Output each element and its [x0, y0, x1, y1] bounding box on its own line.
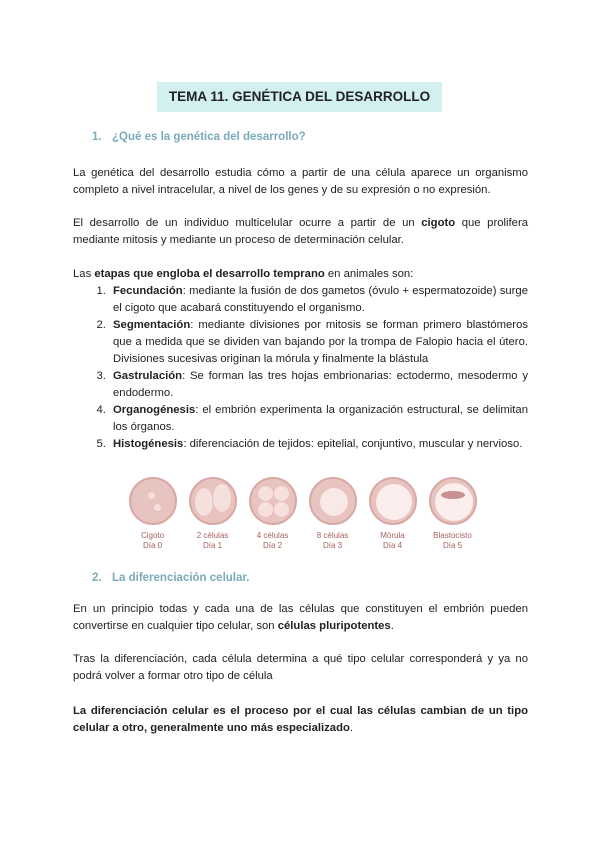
stages-list	[73, 283, 528, 453]
paragraph-differentiation: Tras la diferenciación, cada célula determina a qué tipo celular corresponderá y ya no podrá volver a formar otro tipo de célula	[73, 653, 528, 682]
bold-text: cigoto	[421, 217, 456, 229]
figure-day: Día 1	[202, 541, 223, 550]
figure-item	[305, 477, 360, 551]
text: En un principio todas y cada una de las células que constituyen el embrión pueden convertirse en cualquier tipo celular, son	[73, 603, 528, 632]
text: Las	[73, 268, 95, 280]
figure-day: Día 5	[442, 541, 463, 550]
blastocisto-image	[429, 477, 477, 525]
bold-text: etapas que engloba el desarrollo temprano	[94, 268, 325, 280]
figure-label: Mórula	[380, 531, 405, 540]
figure-label: Blastocisto	[433, 531, 472, 540]
section-number: 2.	[92, 572, 102, 584]
term: Organogénesis	[113, 404, 196, 416]
text: : mediante la fusión de dos gametos (óvulo + espermatozoide) surge el cigoto que acabará constituyendo el organismo.	[113, 285, 528, 314]
text: : el embrión experimenta la organización estructural, se delimitan los órganos.	[113, 404, 528, 433]
section-title: La diferenciación celular.	[112, 572, 250, 584]
text: El desarrollo de un individuo multicelular ocurre a partir de un	[73, 217, 422, 229]
term: Fecundación	[113, 285, 183, 297]
figure-label: 8 células	[316, 531, 349, 540]
figure-label: 2 células	[196, 531, 229, 540]
figure-item	[125, 477, 180, 551]
figure-day: Día 3	[322, 541, 343, 550]
figure-label: 4 células	[256, 531, 289, 540]
text: : mediante divisiones por mitosis se forman primero blastómeros que a medida que se dividen van bajando por la trompa de Falopio hacia el útero. Divisiones sucesivas originan la mórula y finalmente la blástula	[113, 319, 528, 365]
figure-item	[245, 477, 300, 551]
figure-day: Día 2	[262, 541, 283, 550]
figure-day: Día 0	[142, 541, 163, 550]
bold-text: La diferenciación celular es el proceso por el cual las células cambian de un tipo celular a otro, generalmente uno más especializado	[73, 705, 528, 734]
cigoto-image	[129, 477, 177, 525]
text: .	[349, 722, 354, 734]
term: Histogénesis	[113, 438, 184, 450]
list-item	[109, 368, 528, 402]
paragraph-pluripotent	[73, 601, 528, 635]
two-cells-image	[189, 477, 237, 525]
list-item	[109, 402, 528, 436]
section-title: ¿Qué es la genética del desarrollo?	[112, 131, 306, 143]
text: .	[390, 620, 394, 632]
section-heading-1	[92, 131, 306, 143]
text: : diferenciación de tejidos: epitelial, conjuntivo, muscular y nervioso.	[183, 438, 523, 450]
four-cells-image	[249, 477, 297, 525]
list-item	[109, 283, 528, 317]
figure-day: Día 4	[382, 541, 403, 550]
term: Segmentación	[113, 319, 191, 331]
figure-label: Cigoto	[140, 531, 165, 540]
paragraph-definition	[73, 703, 528, 737]
document-title: TEMA 11. GENÉTICA DEL DESARROLLO	[157, 82, 442, 112]
paragraph-cigoto	[73, 215, 528, 249]
morula-image	[369, 477, 417, 525]
figure-item	[425, 477, 480, 551]
list-item	[109, 436, 528, 453]
text: : Se forman las tres hojas embrionarias: ectodermo, mesodermo y endodermo.	[113, 370, 528, 399]
section-number: 1.	[92, 131, 102, 143]
list-item	[109, 317, 528, 368]
bold-text: células pluripotentes	[277, 620, 391, 632]
text: en animales son:	[324, 268, 414, 280]
eight-cells-image	[309, 477, 357, 525]
term: Gastrulación	[113, 370, 183, 382]
text: que prolifera mediante mitosis y mediante un proceso de determinación celular.	[73, 217, 528, 246]
figure-item	[365, 477, 420, 551]
section-heading-2	[92, 572, 249, 584]
paragraph-stages-intro	[73, 266, 528, 453]
paragraph-intro: La genética del desarrollo estudia cómo a partir de una célula aparece un organismo completo a nivel intracelular, a nivel de los genes y de su expresión o no expresión.	[73, 167, 528, 196]
figure-item	[185, 477, 240, 551]
embryo-development-figure	[125, 477, 480, 551]
